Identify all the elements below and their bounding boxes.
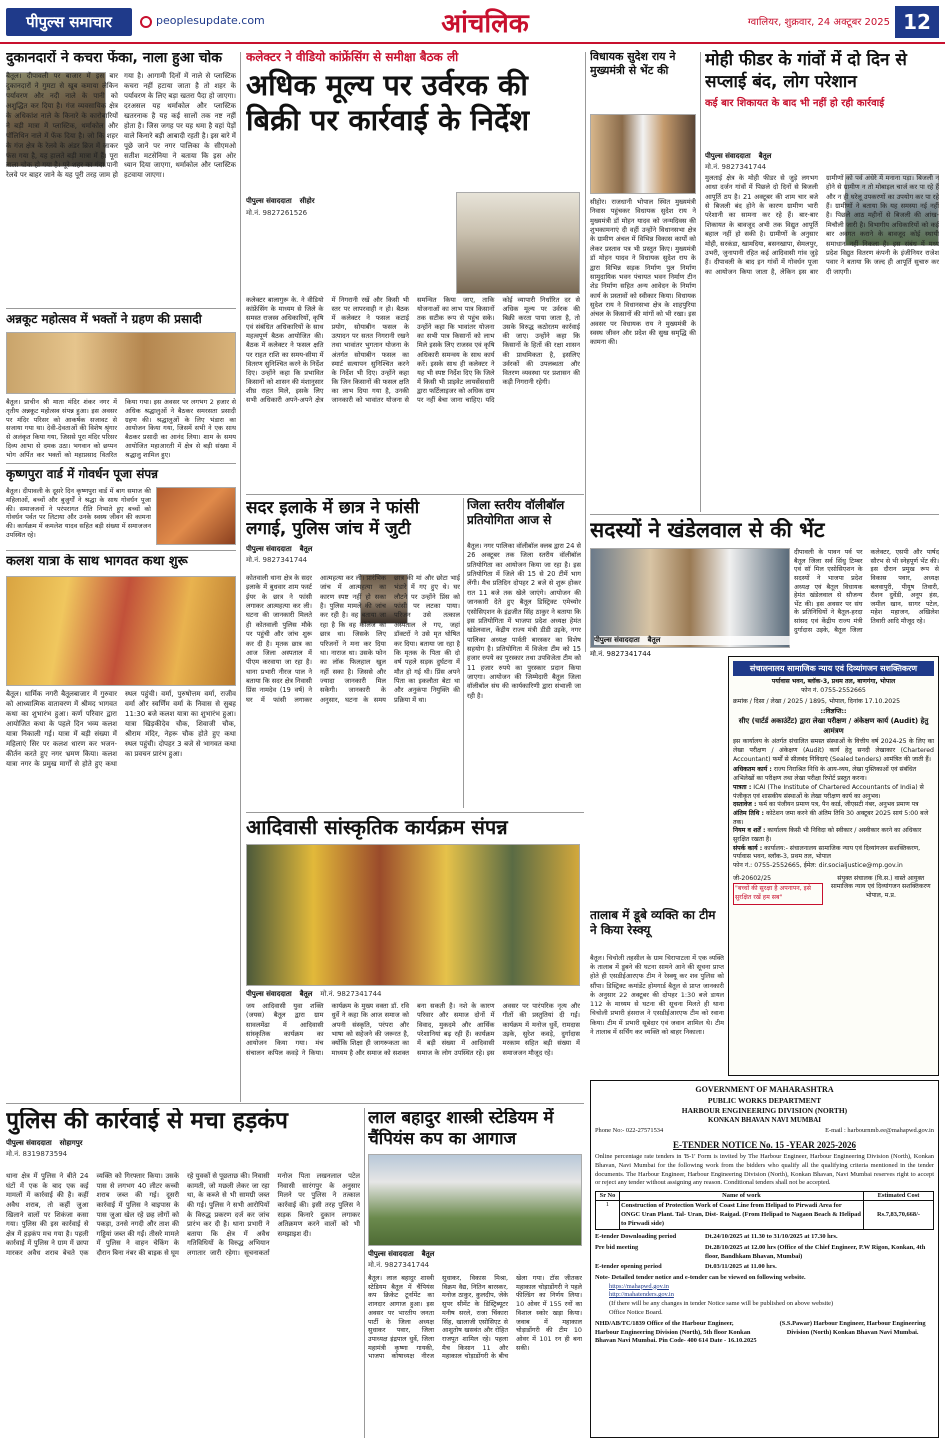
date-value: Dt.03/11/2025 at 11.00 hrs. bbox=[705, 1263, 777, 1271]
pwd-date-row bbox=[595, 1263, 934, 1272]
pwd-addr: NHD/AB/TC/1839 Office of the Harbour Engineer, Harbour Engineering Division (North), 5th floor Konkan Bhavan Navi Mumbai. Pin Code- 400 614 Date - 16.10.2025 bbox=[595, 1320, 757, 1345]
date-key: E-tender Downloading period bbox=[595, 1233, 677, 1241]
row-key: संपर्क कार्य : bbox=[733, 844, 763, 852]
row-value: कोटेशन जमा करने की अंतिम तिथि 30 अक्टूबर 2025 सायं 5:00 बजे तक। bbox=[733, 809, 929, 826]
body-govardhan: बैतूल। दीपावली के दूसरे दिन कृष्णपुरा वार्ड में बाग समाज की महिलाओं, बच्चों और बुजुर्गों ने श्रद्धा के साथ गोवर्धन पूजा की। समाजजनों ने परंपरागत रीति निभाते हुए बच्चों को गोवर्धन पर्वत पर लिटाया और उनके स्वस्थ जीवन की कामना की। कार्यक्रम में कमलेश यादव सहित बड़ी संख्या में समाजजन उपस्थित रहे। bbox=[6, 487, 151, 539]
mla-photo bbox=[590, 114, 696, 194]
date-key: E-tender opening period bbox=[595, 1263, 662, 1271]
row-key: अधिकतम कार्य : bbox=[733, 766, 772, 774]
byline-phone: मो.नं. 9827341744 bbox=[705, 163, 767, 171]
byline-phone-row bbox=[246, 209, 446, 218]
notice1-row bbox=[733, 810, 934, 827]
body-garbage: बैतूल। दीपावली पर बाजार में इस बार दुकानदारों ने गुमटा से खूब कमाया लेकिन पर्यावरण और नदी नाले के पानी को अशुद्धित कर दिया है। गंज व्यवसायिक क्षेत्र के अधिकांश नाले के किनारे के कारोबारियों ने बड़ी मात्रा में प्लास्टिक, थर्माकोल और पॉलिथिन नाले में फेंक दिया है। जो कि शहर के गंज क्षेत्र के रेलवे के अंडर ब्रिज में जाकर फंस गया है, यह हालते बड़ी मात्रा में हैं। पूरा नाला चोक हो गया है। पूरे शहर का गंदा पानी रेलवे पर बाहर जाने के यह पूरी तरह जाम हो गया है। आगामी दिनों में नाले से प्लास्टिक कचरा नहीं हटाया जाता है तो शहर के पर्यावरण के लिए बड़ा खतरा पैदा हो जाएगा। दरअसल यह थर्माकोल और प्लास्टिक खतरनाक है यह कई सालों तक नष्ट नहीं होता है। जिस जगह पर यह थमा है वहां पेड़ों वाले किनारे बड़ी आबादी रहती है। इस बारे में पूछे जाने पर नगर पालिका के सीएमओ सतीश मटसेनिया ने बताया कि इस ओर ध्यान दिया जाएगा, थर्माकोल और प्लास्टिक हटवाया जाएगा। bbox=[6, 72, 236, 180]
byline-place: सोहागपुर bbox=[59, 1139, 83, 1148]
notice1-row bbox=[733, 784, 934, 801]
section-title: आंचलिक bbox=[441, 9, 529, 39]
body-tribal: जय आदिवासी युवा शक्ति (जयस) बैतूल द्वारा ग्राम सावलमेंढा में आदिवासी सांस्कृतिक कार्यक्रम का आयोजन किया गया। मंच संचालन कपिल कवड़े ने किया। कार्यक्रम के मुख्य वक्ता डॉ. रवि धुर्वे ने कहा कि आज समाज को अपनी संस्कृति, परंपरा और भाषा को सहेजने की जरूरत है, क्योंकि शिक्षा ही जागरूकता का माध्यम है और समाज को सशक्त बना सकती है। नशे के कारण परिवार और समाज दोनों में विवाद, मुकदमे और आर्थिक परेशानियां बढ़ रही हैं। कार्यक्रम में बड़ी संख्या में आदिवासी समाज के लोग उपस्थित रहे। इस अवसर पर पारंपरिक नृत्य और गीतों की प्रस्तुतियां दी गईं। कार्यक्रम में मनोज धुर्वे, रामदास उइके, सुरेश कवड़े, दुर्गादास मरकाम सहित बड़ी संख्या में समाजजन मौजूद रहे। bbox=[246, 1002, 580, 1057]
notice1-code: जी-20602/25 bbox=[733, 874, 772, 882]
byline-name: पीपुल्स संवाददाता bbox=[246, 544, 292, 553]
date-value: Dt.24/10/2025 at 11.30 to 31/10/2025 at 17.30 hrs. bbox=[705, 1233, 838, 1241]
td-cost: Rs.7,83,70,668/- bbox=[864, 1201, 934, 1230]
headline-champions: लाल बहादुर शास्त्री स्टेडियम में चैंपियंस कप का आगाज bbox=[368, 1108, 554, 1150]
notice1-sub: ::विज्ञप्ति:: bbox=[820, 708, 847, 716]
byline-place: बैतूल bbox=[647, 636, 661, 644]
date-key: Pre bid meeting bbox=[595, 1244, 639, 1252]
row-value: कार्यालय किसी भी निविदा को स्वीकार / अस्वीकार करने का अधिकार सुरक्षित रखता है। bbox=[733, 827, 922, 843]
govardhan-photo bbox=[156, 487, 236, 545]
headline-garbage: दुकानदारों ने कचरा फेंका, नाला हुआ चोक bbox=[6, 50, 223, 66]
article-khandelwal bbox=[590, 518, 939, 648]
body-suicide: कोतवाली थाना क्षेत्र के सदर इलाके में बुधवार शाम फर्स्ट ईयर के छात्र ने फांसी लगाकर आत्महत्या कर ली। घटना की जानकारी मिलते ही कोतवाली पुलिस मौके पर पहुंची और जांच शुरू कर दी है। मृतक छात्र का आज जिला अस्पताल में पीएम करवाया जा रहा है। थाना प्रभारी नीरज पाल ने बताया कि सदर क्षेत्र निवासी प्रिंस नामदेव (19 वर्ष) ने घर में फांसी लगाकर आत्महत्या कर ली। प्रारंभिक जांच में आत्महत्या का कारण स्पष्ट नहीं हो सका है। पुलिस मामले की जांच कर रही है। वह बताया जा रहा है कि वह कॉलेज का छात्र था। जिसके लिए परिजनों ने मना कर दिया था। नाराज था। उसके फोन का लॉक फिलहाल खुल नहीं सका है। जिससे और ज्यादा जानकारी मिल सकेगी। जानकारी के अनुसार, घटना के समय छात्र की मां और छोटा भाई भंडारे में गए हुए थे। घर लौटने पर उन्होंने प्रिंस को फांसी पर लटका पाया। परिजन उसे तत्काल अस्पताल ले गए, जहां डॉक्टरों ने उसे मृत घोषित कर दिया। बताया जा रहा है कि मृतक के पिता की दो वर्ष पहले सड़क दुर्घटना में मौत हो गई थी। प्रिंस अपने पिता का इकलौता बेटा था और अनुकंपा नियुक्ति की प्रक्रिया में था। bbox=[246, 574, 460, 704]
th-cost: Estimated Cost bbox=[864, 1191, 934, 1201]
globe-icon bbox=[140, 16, 152, 28]
notice1-footer bbox=[733, 875, 934, 905]
byline-name: पीपुल्स संवाददाता bbox=[6, 1139, 52, 1148]
byline-place: बैतूल bbox=[421, 1250, 435, 1258]
byline-police bbox=[6, 1139, 360, 1148]
row-key: पात्रता : bbox=[733, 783, 752, 791]
pwd-date-row bbox=[595, 1244, 934, 1261]
notice1-ref: क्रमांक / दिसा / लेखा / 2025 / 1895, भोपाल, दिनांक 17.10.2025 bbox=[733, 697, 901, 705]
th-sr: Sr No bbox=[596, 1191, 620, 1201]
byline-name: पीपुल्स संवाददाता bbox=[246, 197, 292, 205]
body-kalash: बैतूल। धार्मिक नगरी बैतूलबाजार में गुरुवार को आध्यात्मिक वातावरण में श्रीमद भागवत कथा का शुभारंभ हुआ। कर्ण परिवार द्वारा आयोजित कथा के पहले दिन भव्य कलश यात्रा निकाली गई। यात्रा में बड़ी संख्या में महिलाएं सिर पर कलश धारण कर भजन-कीर्तन करते हुए नगर भ्रमण किया। कलश यात्रा नगर के प्रमुख मार्गों से होते हुए कथा स्थल पहुंची। वर्मा, पुरुषोत्तम वर्मा, राजीव वर्मा और स्वर्णिम वर्मा के निवास से सुबह 11:30 बजे कलश यात्रा का शुभारंभ हुआ। यात्रा खिड़कीदेव चौक, शिवाजी चौक, श्रीराम मंदिर, नेहरू चौक होते हुए कथा स्थल पहुंची। दोपहर 3 बजे से भागवत कथा का प्रवचन प्रारंभ हुआ। bbox=[6, 690, 236, 768]
pwd-footer bbox=[595, 1320, 934, 1346]
notice-pwd-tender bbox=[590, 1080, 939, 1438]
body-fertilizer: कलेक्टर बालागुरू के. ने वीडियो कांफ्रेंसिंग के माध्यम से जिले के समस्त राजस्व अधिकारियों, कृषि एवं संबंधित अधिकारियों के साथ महत्वपूर्ण बैठक आयोजित की। बैठक में कलेक्टर ने फसल क्षति पर राहत राशि का समय-सीमा में वितरण सुनिश्चित करने के निर्देश दिए। उन्होंने कहा कि प्रभावित किसानों को शासन की मंशानुसार शीघ्र राहत मिले, इसके लिए सभी अधिकारी अपने-अपने क्षेत्र में निगरानी रखें और किसी भी स्तर पर लापरवाही न हो। बैठक में कलेक्टर ने फसल कटाई प्रयोग, सोयाबीन फसल के उत्पादन पर सतत निगरानी रखने तथा भावांतर भुगतान योजना के अंतर्गत सोयाबीन फसल का स्मार्ट सत्यापन सुनिश्चित करने के निर्देश भी दिए। उन्होंने कहा कि जिन किसानों की फसल क्षति का लाभ दिया गया है, उनकी जानकारी को भावांतर योजना से समन्वित किया जाए, ताकि योजनाओं का लाभ पात्र किसानों तक सटीक रूप से पहुंच सके। उन्होंने कहा कि भावांतर योजना का सभी पात्र किसानों को लाभ मिले इसके लिए राजस्व एवं कृषि अधिकारी समन्वय के साथ कार्य करें। इसके साथ ही कलेक्टर ने यह भी स्पष्ट निर्देश दिए कि जिले में किसी भी प्राइवेट लायसेंसधारी द्वारा फर्टिलाइजर को अधिक दाम पर नहीं बेचा जाना चाहिए। यदि कोई व्यापारी निर्धारित दर से अधिक मूल्य पर उर्वरक की बिक्री करता पाया जाता है, तो उसके विरुद्ध कठोरतम कार्रवाई की जाए। उन्होंने कहा कि किसानों के हितों की रक्षा शासन की प्राथमिकता है, इसलिए उर्वरकों की उपलब्धता और वितरण व्यवस्था पर प्रशासन की कड़ी निगरानी रहेगी। bbox=[246, 296, 580, 405]
article-garbage-drain bbox=[6, 50, 236, 305]
page-number: 12 bbox=[895, 6, 939, 38]
td-sr: 1 bbox=[596, 1201, 620, 1230]
body-khandelwal-right: दीपावली के पावन पर्व पर बैतूल जिला सर्व सिंधु टिम्बर एवं सॉ मिल एसोसिएशन के सदस्यों ने भाजपा प्रदेश अध्यक्ष एवं बैतूल विधायक हेमंत खंडेलवाल से सौजन्य भेंट की। इस अवसर पर संघ के प्रतिनिधियों ने बैतूल-हरदा सांसद एवं केंद्रीय राज्य मंत्री दुर्गादास उइके, बैतूल जिला कलेक्टर, एसपी और पार्षद सौरभ से भी स्नेहपूर्ण भेंट की। इस दौरान प्रमुख रूप से विकास पवार, अध्यक्ष बलवापुरी, पीयूष तिवारी, रौशन दुर्वेडी, अनूप हंस, जमील खान, सागर पटेल, महेश महाजन, अखिलेश तिवारी आदि मौजूद रहे। bbox=[794, 548, 939, 634]
article-police bbox=[6, 1108, 360, 1440]
notice1-address: पर्यावास भवन, ब्लॉक-3, प्रथम तल, बाणगंगा, भोपाल bbox=[771, 678, 896, 686]
byline-khandelwal bbox=[594, 636, 790, 645]
byline-name: पीपुल्स संवाददाता bbox=[368, 1250, 414, 1258]
row-key: दस्तावेज : bbox=[733, 801, 757, 809]
article-pond-rescue bbox=[590, 908, 724, 1100]
pwd-title: E-TENDER NOTICE No. 15 -YEAR 2025-2026 bbox=[672, 1140, 856, 1151]
notice1-body: इस कार्यालय के अंतर्गत संचालित समस्त संस्थाओं के वित्तीय वर्ष 2024-25 के लिए का लेखा परीक्षण / अंकेक्षण (Audit) कार्य हेतु सनदी लेखाकार (Chartered Accountant) फर्मों से सीलबंद निविदाएं (Sealed tenders) आमंत्रित की जाती हैं। bbox=[733, 738, 934, 763]
headline-mla: विधायक सुदेश राय ने मुख्यमंत्री से भेंट की bbox=[590, 50, 676, 77]
headline-fertilizer: अधिक मूल्य पर उर्वरक की बिक्री पर कार्रवाई के निर्देश bbox=[246, 68, 530, 137]
body-volleyball: बैतूल। नगर पालिका वॉलीबॉल क्लब द्वारा 24 से 26 अक्टूबर तक जिला स्तरीय वॉलीबॉल प्रतियोगिता का आयोजन किया जा रहा है। इस प्रतियोगिता में जिले की 15 से 20 टीमें भाग लेंगी। मैच प्रतिदिन दोपहर 2 बजे से शुरू होकर रात 11 बजे तक खेले जाएंगे। आयोजन की जानकारी देते हुए बैतूल डिस्ट्रिक्ट एमेच्योर एसोसिएशन के इंद्रजीत सिंह ठाकुर ने बताया कि इस प्रतियोगिता में भाजपा प्रदेश अध्यक्ष हेमंत खंडेलवाल, केंद्रीय राज्य मंत्री डीडी उइके, नगर पालिका अध्यक्ष पार्वती बारस्कर का विशेष सहयोग है। प्रतियोगिता में विजेता टीम को 15 हजार रुपये का पुरस्कार तथा उपविजेता टीम को 11 हजार रुपये का पुरस्कार प्रदान किया जाएगा। आयोजन की जिम्मेदारी बैतूल जिला वॉलीबॉल संघ की कार्यकारिणी द्वारा संभाली जा रही है। bbox=[467, 542, 581, 700]
byline-place: बैतूल bbox=[299, 544, 313, 553]
headline-volleyball: जिला स्तरीय वॉलीबॉल प्रतियोगिता आज से bbox=[467, 498, 565, 527]
notice1-row bbox=[733, 845, 934, 862]
notice-social-justice bbox=[728, 656, 939, 1076]
notice1-row bbox=[733, 827, 934, 844]
kalash-photo bbox=[6, 576, 236, 686]
paper-logo: पीपुल्स समाचार bbox=[6, 8, 132, 36]
row-value: ICAI (The Institute of Chartered Accountants of India) से पंजीकृत एवं शासकीय संस्थाओं के लेखा परीक्षण कार्य का अनुभव। bbox=[733, 783, 924, 800]
byline-phone: मो.नं. 9827261526 bbox=[246, 209, 308, 217]
pwd-web4: Office Notice Board. bbox=[609, 1308, 663, 1316]
byline-place: बैतूल bbox=[758, 152, 772, 160]
notice1-email: फोन नं.: 0755-2552665, ईमेल: dir.socialjustice@mp.gov.in bbox=[733, 861, 903, 869]
byline-name: पीपुल्स संवाददाता bbox=[594, 636, 640, 644]
row-key: अंतिम तिथि : bbox=[733, 809, 765, 817]
byline-place: सीहोर bbox=[299, 197, 315, 205]
headline-khandelwal: सदस्यों ने खंडेलवाल से की भेंट bbox=[590, 518, 825, 542]
pwd-place: KONKAN BHAVAN NAVI MUMBAI bbox=[708, 1116, 821, 1125]
article-fertilizer bbox=[246, 50, 580, 490]
row-value: फर्म का पंजीयन प्रमाण पत्र, पैन कार्ड, जीएसटी नंबर, अनुभव प्रमाण पत्र bbox=[758, 801, 919, 809]
th-work: Name of work bbox=[620, 1191, 864, 1201]
byline-place: बैतूल bbox=[299, 990, 313, 998]
headline-police: पुलिस की कार्रवाई से मचा हड़कंप bbox=[6, 1108, 288, 1134]
headline-kalash: कलश यात्रा के साथ भागवत कथा शुरू bbox=[6, 554, 188, 569]
notice1-heading: सीए (चार्टर्ड अकाउंटेंट) द्वारा लेखा परीक्षण / अंकेक्षण कार्य (Audit) हेतु आमंत्रण bbox=[738, 716, 929, 735]
pwd-web2[interactable]: http://mahatenders.gov.in bbox=[609, 1291, 674, 1299]
date-value: Dt.28/10/2025 at 12.00 hrs (Office of the Chief Engineer, P.W Rigon, Konkan, 4th floor, Bandhkam Bhavan, Mumbai) bbox=[705, 1244, 926, 1260]
pwd-div: HARBOUR ENGINEERING DIVISION (NORTH) bbox=[681, 1105, 848, 1115]
meeting-photo bbox=[456, 192, 580, 294]
pwd-email: E-mail : harbournmb.ee@mahapwd.gov.in bbox=[825, 1127, 934, 1135]
article-govardhan bbox=[6, 467, 236, 547]
byline-power bbox=[705, 152, 939, 161]
masthead bbox=[0, 0, 945, 44]
headline-tribal: आदिवासी सांस्कृतिक कार्यक्रम संपन्न bbox=[246, 816, 508, 839]
article-student-suicide bbox=[246, 498, 460, 808]
deck-power: कई बार शिकायत के बाद भी नहीं हो रही कार्रवाई bbox=[705, 97, 885, 109]
pwd-phone: Phone No:- 022-27571534 bbox=[595, 1127, 664, 1135]
article-volleyball bbox=[467, 498, 581, 808]
byline-suicide bbox=[246, 545, 460, 554]
row-value: कार्यालय:- संचालनालय सामाजिक न्याय एवं दिव्यांगजन सशक्तिकरण, पर्यावास भवन, ब्लॉक-3, प्रथम तल, भोपाल bbox=[733, 844, 921, 861]
byline-phone: मो.नं. 9827341744 bbox=[246, 555, 308, 564]
pwd-web3: (If there will be any changes in tender Notice same will be published on above website) bbox=[609, 1299, 834, 1307]
byline-suicide-phone bbox=[246, 556, 460, 565]
pwd-date-row bbox=[595, 1233, 934, 1242]
pwd-note: Note- Detailed tender notice and e-tender can be viewed on following website. bbox=[595, 1273, 806, 1281]
kicker-fertilizer: कलेक्टर ने वीडियो कांफ्रेंसिंग से समीक्षा बैठक ली bbox=[246, 50, 459, 64]
pwd-gov: GOVERNMENT OF MAHARASHTRA bbox=[695, 1085, 834, 1094]
website-link[interactable]: peoplesupdate.com bbox=[156, 14, 265, 27]
byline-name: पीपुल्स संवाददाता bbox=[246, 990, 292, 998]
article-champions-cup bbox=[368, 1108, 582, 1440]
byline-name: पीपुल्स संवाददाता bbox=[705, 152, 751, 160]
article-annakut bbox=[6, 312, 236, 460]
body-rescue: बैतूल। चिचोली तहसील के ग्राम चिरापाटला में एक व्यक्ति के तालाब में डूबने की घटना सामने आने की सूचना प्राप्त होते ही एसडीईआरएफ टीम ने रेस्क्यू कर शव पुलिस को सौंपा। डिस्ट्रिक्ट कमांडेंट होमगार्ड बैतूल से प्राप्त जानकारी के अनुसार 22 अक्टूबर की दोपहर 1:30 बजे डायल 112 के माध्यम से घटना की सूचना मिलते ही थाना चिचोली प्रभारी हंसराज ने एसडीईआरएफ टीम को रवाना किया। टीम में प्रभारी सूबेदार एवं जवान शामिल थे। टीम ने तालाब में सर्चिंग कर व्यक्ति को बाहर निकाला। bbox=[590, 954, 724, 1036]
byline-fertilizer bbox=[246, 197, 446, 206]
date-line: ग्वालियर, शुक्रवार, 24 अक्टूबर 2025 bbox=[747, 17, 890, 28]
byline-phone: मो.नं. 9827341744 bbox=[590, 650, 652, 658]
row-value: राज्य निराश्रित निधि के आय-व्यय, लेखा पुस्तिकाओं एवं संबंधित अभिलेखों का परीक्षण तथा लेखा परीक्षा रिपोर्ट प्रस्तुत करना। bbox=[733, 766, 917, 783]
row-key: नियम व शर्तें : bbox=[733, 827, 766, 835]
khandelwal-photo bbox=[590, 548, 790, 648]
byline-tribal bbox=[246, 990, 580, 999]
pwd-sign: (S.S.Pawar) Harbour Engineer, Harbour Engineering Division (North) Konkan Bhavan Navi Mumbai. bbox=[779, 1320, 926, 1336]
notice1-motto: "बच्चों की सुरक्षा है अपनापन, इसे सुरक्षित रखें हम सब" bbox=[733, 883, 823, 904]
byline-phone: मो.नं. 9827341744 bbox=[368, 1261, 430, 1269]
article-power-cut bbox=[705, 50, 939, 510]
pwd-body: Online percentage rate tenders in 'B-1' Form is invited by The Harbour Engineer, Harbour Engineering Division (North), Konkan Bhavan, Navi Mumbai for the following work from the bidders who qualify all the qualifying criteria mentioned in the tender documents. The Harbour Engineer, Harbour Engineering Division (North), Konkan Bhavan, Navi Mumbai reserves right to accept or reject any tender without assigning any reason. Conditional tenders shall not be accepted. bbox=[595, 1153, 934, 1187]
tribal-photo bbox=[246, 844, 580, 986]
byline-champions bbox=[368, 1250, 582, 1259]
pwd-table bbox=[595, 1191, 934, 1231]
pwd-dept: PUBLIC WORKS DEPARTMENT bbox=[707, 1095, 822, 1105]
notice1-header: संचालनालय सामाजिक न्याय एवं दिव्यांगजन सशक्तिकरण bbox=[733, 661, 934, 676]
notice1-row bbox=[733, 766, 934, 783]
headline-power: मोही फीडर के गांवों में दो दिन से सप्लाई बंद, लोग परेशान bbox=[705, 50, 907, 92]
byline-champions-phone bbox=[368, 1261, 582, 1270]
article-tribal-culture bbox=[246, 816, 580, 1096]
pwd-web1[interactable]: https://mahapwd.gov.in bbox=[609, 1282, 669, 1290]
body-police: थाना क्षेत्र में पुलिस ने बीते 24 घंटों में एक के बाद एक कई मामलों में कार्रवाई की है। कहीं अवैध शराब, तो कहीं जुआ खिलाने वालों पर शिकंजा कसा गया। पुलिस की इस कार्रवाई से क्षेत्र में हड़कंप मच गया है। पहली कार्रवाई में पुलिस ने ग्राम में छापा मारकर अवैध शराब बेचते एक व्यक्ति को गिरफ्तार किया। उसके पास से लगभग 40 लीटर कच्ची शराब जब्त की गई। दूसरी कार्रवाई में पुलिस ने बाइपास के पास जुआ खेल रहे छह लोगों को पकड़ा, उनसे नगदी और ताश की गड्डियां जब्त की गईं। तीसरे मामले में पुलिस ने वाहन चेकिंग के दौरान बिना नंबर की बाइक से घूम रहे युवकों से पूछताछ की। निवासी कामती, जो मछली लेकर जा रहा था, के कब्जे से भी सामग्री जब्त की गई। पुलिस ने सभी आरोपियों के विरुद्ध प्रकरण दर्ज कर जांच प्रारंभ कर दी है। थाना प्रभारी ने बताया कि क्षेत्र में अवैध गतिविधियों के विरुद्ध अभियान लगातार जारी रहेगा। सूचनाकर्ता मनोज पिता लखनलाल पटेल निवासी सारंगपुर के अनुसार मिलने पर पुलिस ने तत्काल कार्रवाई की। इसी तरह पुलिस ने सड़क किनारे दुकान लगाकर अतिक्रमण करने वालों को भी समझाइश दी। bbox=[6, 1172, 360, 1258]
headline-rescue: तालाब में डूबे व्यक्ति का टीम ने किया रेस्क्यू bbox=[590, 908, 716, 937]
byline-phone: मो.नं. 9827341744 bbox=[320, 990, 382, 998]
cricket-photo bbox=[368, 1154, 582, 1246]
headline-annakut: अन्नकूट महोत्सव में भक्तों ने ग्रहण की प्रसादी bbox=[6, 312, 202, 326]
body-mla: सीहोर। राजधानी भोपाल स्थित मुख्यमंत्री निवास पहुंचकर विधायक सुदेश राय ने मुख्यमंत्री डॉ मोहन यादव को जन्मदिवस की शुभकामनाएं दी वहीं उन्होंने विधानसभा क्षेत्र के ग्रामीण अंचल में विभिन्न विकास कार्यों को लेकर प्रस्ताव पत्र भी प्रस्तुत किए। मुख्यमंत्री डॉ मोहन यादव ने विधायक सुदेश राय के द्वारा विभिन्न सड़क निर्माण पुल निर्माण सामुदायिक भवन पंचायत भवन निर्माण टीन शेड निर्माण सहित अन्य आवेदन के निर्माण कार्य के प्रस्तावों को स्वीकार किया। विधायक सुदेश राय ने विधानसभा क्षेत्र के शाहपुरिया अंचल के किसानों की मांगों को भी रखा। इस अवसर पर विधायक राय ने मुख्यमंत्री के स्वस्थ जीवन और प्रदेश की सुख समृद्धि की कामना की। bbox=[590, 198, 696, 347]
pwd-contact bbox=[595, 1127, 934, 1136]
notice1-sign: संयुक्त संचालक (वि.स.) वास्ते आयुक्त सामाजिक न्याय एवं दिव्यांगजन सशक्तिकरण भोपाल, म.प्र. bbox=[830, 874, 931, 899]
annakut-photo bbox=[6, 332, 236, 394]
notice1-phone: फोन नं. 0755-2552665 bbox=[801, 686, 866, 694]
article-kalash-yatra bbox=[6, 554, 236, 899]
headline-govardhan: कृष्णपुरा वार्ड में गोवर्धन पूजा संपन्न bbox=[6, 467, 159, 481]
byline-phone: मो.नं. 8319873594 bbox=[6, 1150, 68, 1159]
notice1-row bbox=[733, 801, 934, 810]
body-power: मुलताई क्षेत्र के मोही फीडर से जुड़े लगभग आधा दर्जन गांवों में पिछले दो दिनों से बिजली आपूर्ति ठप है। 21 अक्टूबर की शाम चार बजे से बिजली बंद होने के कारण ग्रामीण भारी परेशानी का सामना कर रहे हैं। बार-बार शिकायत के बावजूद अभी तक विद्युत आपूर्ति बहाल नहीं हो सकी है। ग्रामीणों के अनुसार मोही, सरकंडा, खामदिया, बसनखापा, सेमलपुर, उभरी, जुनापानी रहित कई आदिवासी गांव जुड़े हैं। दीपावली के बाद इन गांवों में गोवर्धन पूजा का आयोजन किया जाता है, लेकिन इस बार ग्रामीणों को पर्व अंधेरे में मनाना पड़ा। बिजली न होने से ग्रामीण न तो मोबाइल चार्ज कर पा रहे हैं और न ही घरेलू उपकरणों का उपयोग कर पा रहे हैं। ग्रामीणों ने बताया कि यह समस्या नई नहीं है। पिछले आठ महीनों से बिजली की आंख-मिचौली जारी है। विभागीय अधिकारियों को कई बार अवगत कराने के बावजूद कोई स्थायी समाधान नहीं निकला है। इस संबंध में मध्य प्रदेश विद्युत वितरण कंपनी के इंजीनियर राजेश पवार ने बताया कि जल्द ही आपूर्ति सुचारु कर दी जाएगी। bbox=[705, 174, 939, 276]
body-champions: बैतूल। लाल बहादुर शास्त्री स्टेडियम बैतूल में चैंपियंस कप क्रिकेट टूर्नामेंट का शानदार आगाज हुआ। इस अवसर पर भारतीय जनता पार्टी के जिला अध्यक्ष सुधाकर पवार, जिला उपाध्यक्ष इंद्रपाल धुर्वे, जिला महामंत्री कृष्णा गायकी, भाजपा कोषाध्यक्ष नीरज सुधाकर, विकास मिश्रा, विक्रम वैद्य, नितिन बारस्कर, मनोज ठाकुर, कुलदीप, जेके सुपर सीमेंट के डिस्ट्रिब्यूटर मनीष सरले, राजा चिंकारा सिंह, खालाजी एसोसिएट से आशुतोष खसवंत और रोहित राजपूत शामिल रहे। पहला मैच किसान 11 और महाकाल चोड़ाडोंगरी के बीच खेला गया। टॉस जीतकर महाकाल चोड़ाडोंगरी ने पहले फील्डिंग का निर्णय लिया। 10 ओवर में 155 रनों का विशाल स्कोर खड़ा किया। जवाब में महाकाल चोड़ाडोंगरी की टीम 10 ओवर में 101 रन ही बना सकी। bbox=[368, 1274, 582, 1361]
headline-suicide: सदर इलाके में छात्र ने फांसी लगाई, पुलिस जांच में जुटी bbox=[246, 498, 420, 540]
byline-power-phone bbox=[705, 163, 939, 172]
article-mla-meets-cm bbox=[590, 50, 696, 510]
td-work: Construction of Protection Work of Coast Line from Helipad to Pirwadi Area for ONGC Uran Plant. Tal- Uran, Dist- Raigad. (From Helipad to Nagaon Beach & Helipad to Pirwadi side) bbox=[620, 1201, 864, 1230]
byline-police-phone bbox=[6, 1150, 360, 1159]
body-annakut: बैतूल। प्राचीन श्री माता मंदिर शंकर नगर में तृतीय अन्नकूट महोत्सव संपन्न हुआ। इस अवसर पर मंदिर परिसर को आकर्षक सजावट से सजाया गया था। देवी-देवताओं की विशेष श्रृंगार से अलंकृत किया गया, जिससे पूरा मंदिर परिसर दिव्य आभा से दमक उठा। भगवान को छप्पन भोग अर्पित कर भक्तों को महाप्रसाद वितरित किया गया। इस अवसर पर लगभग 2 हजार से अधिक श्रद्धालुओं ने बैठकर समरसता प्रसादी ग्रहण की। श्रद्धालुओं के लिए भंडारा का आयोजन किया गया, जिसमें सभी ने एक साथ बैठकर प्रसादी का आनंद लिया। शाम के समय आयोजित महाआरती में क्षेत्र से बड़ी संख्या में श्रद्धालु शामिल हुए। bbox=[6, 398, 236, 459]
